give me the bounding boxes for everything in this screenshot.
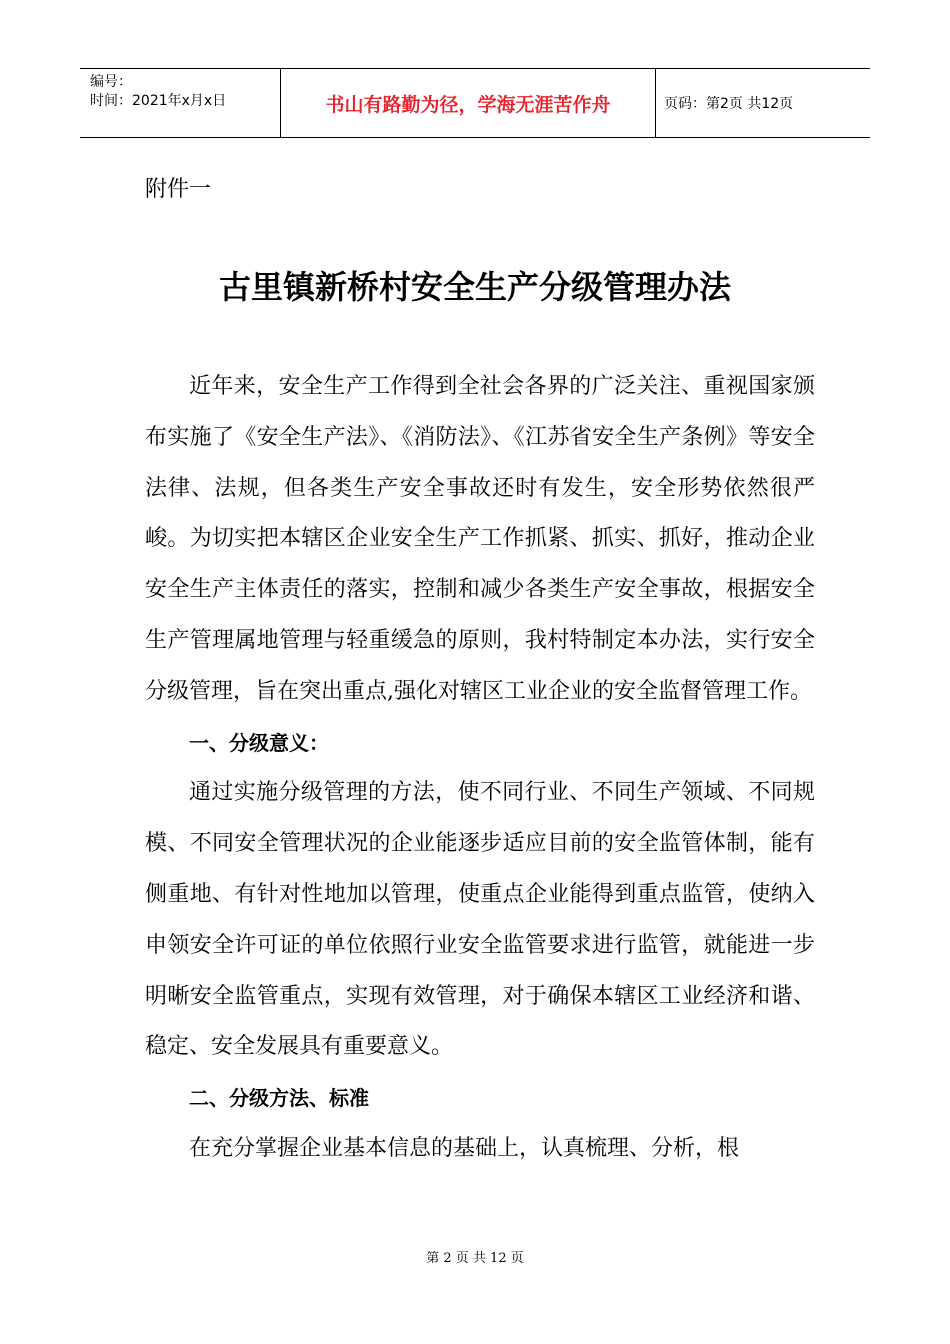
intro-paragraph: 近年来，安全生产工作得到全社会各界的广泛关注、重视国家颁布实施了《安全生产法》、《消防法》、《江苏省安全生产条例》等安全法律、法规，但各类生产安全事故还时有发生，安全形势依然很严峻。为切实把本辖区企业安全生产工作抓紧、抓实、抓好，推动企业安全生产主体责任的落实，控制和减少各类生产安全事故，根据安全生产管理属地管理与轻重缓急的原则，我村特制定本办法，实行安全分级管理，旨在突出重点,强化对辖区工业企业的安全监督管理工作。: [145, 374, 815, 704]
section-heading-methods: 二、分级方法、标准: [189, 1086, 369, 1111]
header-motto: 书山有路勤为径，学海无涯苦作舟: [281, 69, 656, 137]
page-footer: 第 2 页 共 12 页: [426, 1251, 524, 1266]
methods-paragraph: 在充分掌握企业基本信息的基础上，认真梳理、分析，根: [189, 1135, 740, 1161]
document-title: 古里镇新桥村安全生产分级管理办法: [218, 268, 731, 306]
document-number-label: 编号：: [90, 74, 132, 90]
header-page-info: 页码：第2页 共12页: [664, 96, 794, 112]
attachment-label: 附件一: [145, 177, 212, 202]
header-left-cell: [80, 69, 281, 137]
section-heading-significance: 一、分级意义：: [189, 730, 329, 755]
significance-paragraph: 通过实施分级管理的方法，使不同行业、不同生产领域、不同规模、不同安全管理状况的企业能逐步适应目前的安全监管体制，能有侧重地、有针对性地加以管理，使重点企业能得到重点监管，使纳入申领安全许可证的单位依照行业安全监管要求进行监管，就能进一步明晰安全监管重点，实现有效管理，对于确保本辖区工业经济和谐、稳定、安全发展具有重要意义。: [145, 780, 815, 1060]
document-date: 时间：2021年x月x日: [90, 93, 227, 109]
page-header-table: [80, 68, 870, 138]
document-body: [145, 362, 815, 1175]
